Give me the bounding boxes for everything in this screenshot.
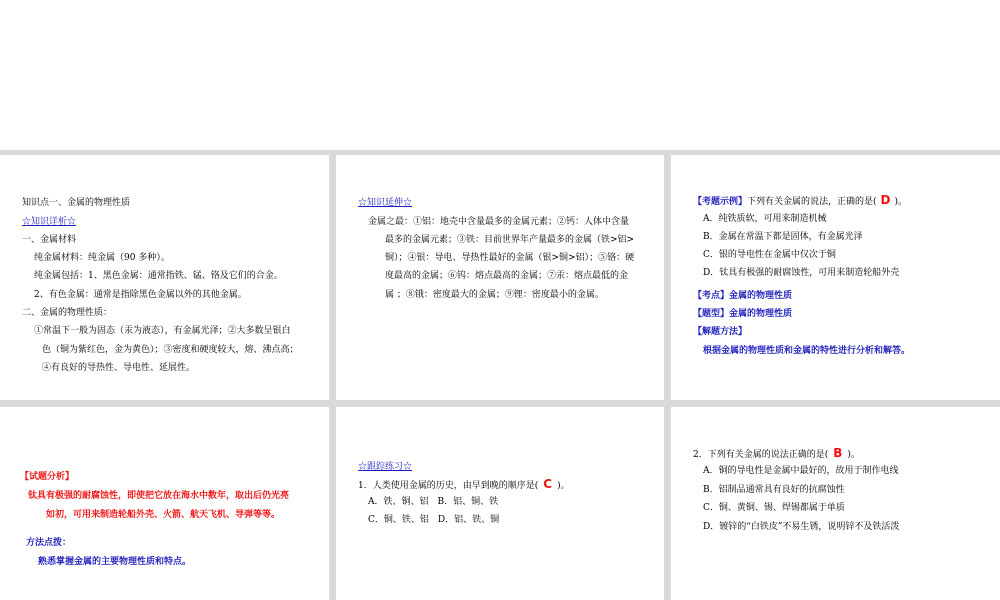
slide-6 <box>671 407 1000 600</box>
analysis-line: 如初，可用来制造轮船外壳、火箭、航天飞机、导弹等等。 <box>46 510 281 520</box>
practice-question-1 <box>358 478 570 492</box>
text-line: ④有良好的导热性、导电性、延展性。 <box>42 363 196 373</box>
answer-mark: C <box>543 477 553 491</box>
option-b: B．铝制品通常具有良好的抗腐蚀性 <box>703 485 845 495</box>
answer-mark: B <box>833 446 843 460</box>
option-a: A．纯铁质软，可用来制造机械 <box>703 214 827 224</box>
text-line: 二、金属的物理性质： <box>22 308 113 318</box>
text-line: 纯金属材料：纯金属（90 多种）。 <box>34 253 170 263</box>
text-line: 2、有色金属：通常是指除黑色金属以外的其他金属。 <box>34 290 247 300</box>
slide-1 <box>0 155 329 400</box>
example-question <box>693 194 907 208</box>
options-row: C．铜、铁、铝 D．铝、铁、铜 <box>368 515 500 525</box>
option-d: D．镀锌的“白铁皮”不易生锈，说明锌不及铁活泼 <box>703 522 900 532</box>
option-d: D．钛具有极强的耐腐蚀性，可用来制造轮船外壳 <box>703 268 900 278</box>
slide-5 <box>336 407 664 600</box>
text-line: 纯金属包括：1、黑色金属：通常指铁、锰、铬及它们的合金。 <box>34 271 283 281</box>
text-line: 金属之最：①铝：地壳中含量最多的金属元素；②钙：人体中含量 <box>368 217 630 227</box>
slide-heading: 知识点一、金属的物理性质 <box>22 198 131 208</box>
section-link-knowledge-detail[interactable]: ☆知识详析☆ <box>22 217 77 227</box>
method-text: 根据金属的物理性质和金属的特性进行分析和解答。 <box>703 346 911 356</box>
options-row: A．铁、铜、铝 B．铝、铜、铁 <box>368 497 499 507</box>
question-text: 1．人类使用金属的历史，由早到晚的顺序是( <box>358 481 539 491</box>
text-line: 铜）；④银：导电、导热性最好的金属（银>铜>铝）；⑤铬：硬 <box>385 253 635 263</box>
option-c: C．铜、黄铜、锡、焊锡都属于单质 <box>703 503 845 513</box>
text-line: 最多的金属元素；③铁：目前世界年产量最多的金属（铁>铝> <box>385 235 635 245</box>
option-c: C．银的导电性在金属中仅次于铜 <box>703 250 836 260</box>
section-link-practice[interactable]: ☆跟踪练习☆ <box>358 462 413 472</box>
question-text: 下列有关金属的说法，正确的是( <box>747 197 877 207</box>
slide-3 <box>671 155 1000 400</box>
text-line: 色（铜为紫红色，金为黄色）；③密度和硬度较大，熔、沸点高； <box>42 345 299 355</box>
section-link-knowledge-extension[interactable]: ☆知识延伸☆ <box>358 198 413 208</box>
option-a: A．铜的导电性是金属中最好的，故用于制作电线 <box>703 466 899 476</box>
tixing-label: 【题型】金属的物理性质 <box>693 309 793 319</box>
question-close: )。 <box>894 197 908 207</box>
option-b: B．金属在常温下都是固体，有金属光泽 <box>703 232 863 242</box>
text-line: 一、金属材料 <box>22 235 77 245</box>
tip-title: 方法点拨： <box>26 538 72 548</box>
practice-question-2 <box>693 447 860 461</box>
analysis-tag: 【试题分析】 <box>20 472 75 482</box>
text-line: 度最高的金属；⑥钨：熔点最高的金属；⑦汞：熔点最低的金 <box>385 271 629 281</box>
question-close: )。 <box>557 481 570 491</box>
text-line: ①常温下一般为固态（汞为液态），有金属光泽；②大多数呈银白 <box>34 326 291 336</box>
slide-2 <box>336 155 664 400</box>
method-tag: 【解题方法】 <box>693 327 748 337</box>
question-text: 2．下列有关金属的说法正确的是( <box>693 450 829 460</box>
question-close: )。 <box>847 450 860 460</box>
tip-text: 熟悉掌握金属的主要物理性质和特点。 <box>38 557 192 567</box>
text-line: 属 ；⑧锇：密度最大的金属；⑨锂：密度最小的金属。 <box>385 290 604 300</box>
answer-mark: D <box>880 193 891 207</box>
slide-4 <box>0 407 329 600</box>
analysis-line: 钛具有极强的耐腐蚀性，即使把它放在海水中数年，取出后仍光亮 <box>28 491 290 501</box>
example-tag: 【考题示例】 <box>693 197 748 207</box>
kaodian-label: 【考点】金属的物理性质 <box>693 291 793 301</box>
